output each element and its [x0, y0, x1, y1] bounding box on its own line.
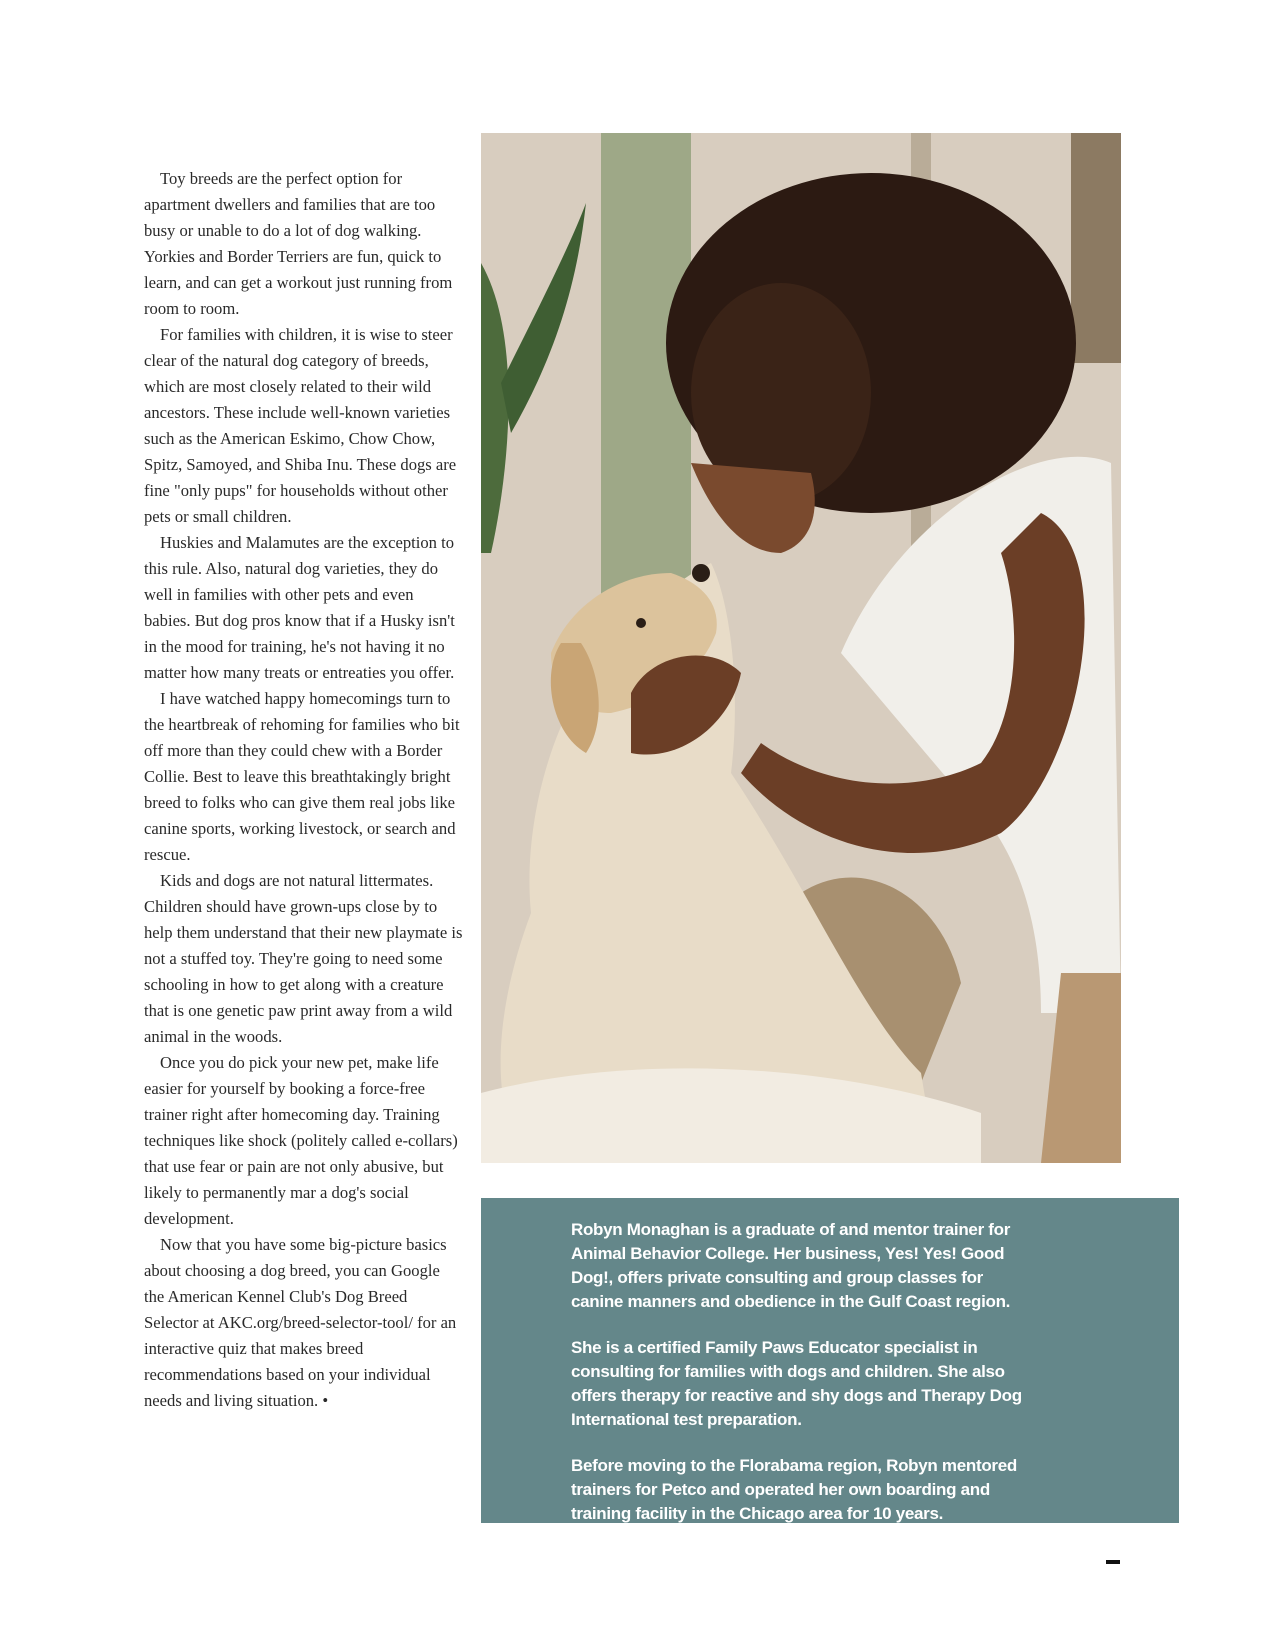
bio-paragraph: She is a certified Family Paws Educator specialist in consulting for families with dogs and children. She also offers therapy for reactive and shy dogs and Therapy Dog International test preparation.	[571, 1338, 1022, 1429]
article-paragraph: Huskies and Malamutes are the exception to this rule. Also, natural dog varieties, they do well in families with other pets and even babies. But dog pros know that if a Husky isn't in the mood for training, he's not having it no matter how many treats or entreaties you offer.	[144, 533, 455, 682]
article-paragraph: Once you do pick your new pet, make life easier for yourself by booking a force-free trainer right after homecoming day. Training techniques like shock (politely called e-collars) that use fear or pain are not only abusive, but likely to permanently mar a dog's social development.	[144, 1053, 458, 1228]
dog-nose	[692, 564, 710, 582]
article-paragraph: For families with children, it is wise to steer clear of the natural dog category of breeds, which are most closely related to their wild ancestors. These include well-known varieties such as the American Eskimo, Chow Chow, Spitz, Samoyed, and Shiba Inu. These dogs are fine "only pups" for households without other pets or small children.	[144, 325, 457, 526]
photo-illustration	[481, 133, 1121, 1163]
dog-eye	[636, 618, 646, 628]
article-paragraph: Now that you have some big-picture basics about choosing a dog breed, you can Google the American Kennel Club's Dog Breed Selector at AKC.org/breed-selector-tool/ for an interactive quiz that makes breed recommendations based on your individual needs and living situation. •	[144, 1235, 457, 1410]
author-bio-box	[481, 1198, 1179, 1523]
woman-and-dog-photo	[481, 133, 1121, 1163]
article-paragraph: Toy breeds are the perfect option for apartment dwellers and families that are too busy or unable to do a lot of dog walking. Yorkies and Border Terriers are fun, quick to learn, and can get a workout just running from room to room.	[144, 169, 453, 318]
bio-paragraph: Before moving to the Florabama region, Robyn mentored trainers for Petco and operated her own boarding and training facility in the Chicago area for 10 years.	[571, 1456, 1017, 1523]
article-column	[144, 166, 464, 1414]
bio-paragraph: Robyn Monaghan is a graduate of and mentor trainer for Animal Behavior College. Her business, Yes! Yes! Good Dog!, offers private consulting and group classes for canine manners and obedience in the Gulf Coast region.	[571, 1220, 1011, 1311]
window-frame	[1071, 133, 1121, 363]
page-marker	[1106, 1560, 1120, 1564]
article-paragraph: I have watched happy homecomings turn to the heartbreak of rehoming for families who bit off more than they could chew with a Border Collie. Best to leave this breathtakingly bright breed to folks who can give them real jobs like canine sports, working livestock, or search and rescue.	[144, 689, 460, 864]
article-paragraph: Kids and dogs are not natural littermates. Children should have grown-ups close by to help them understand that their new playmate is not a stuffed toy. They're going to need some schooling in how to get along with a creature that is one genetic paw print away from a wild animal in the woods.	[144, 871, 463, 1046]
